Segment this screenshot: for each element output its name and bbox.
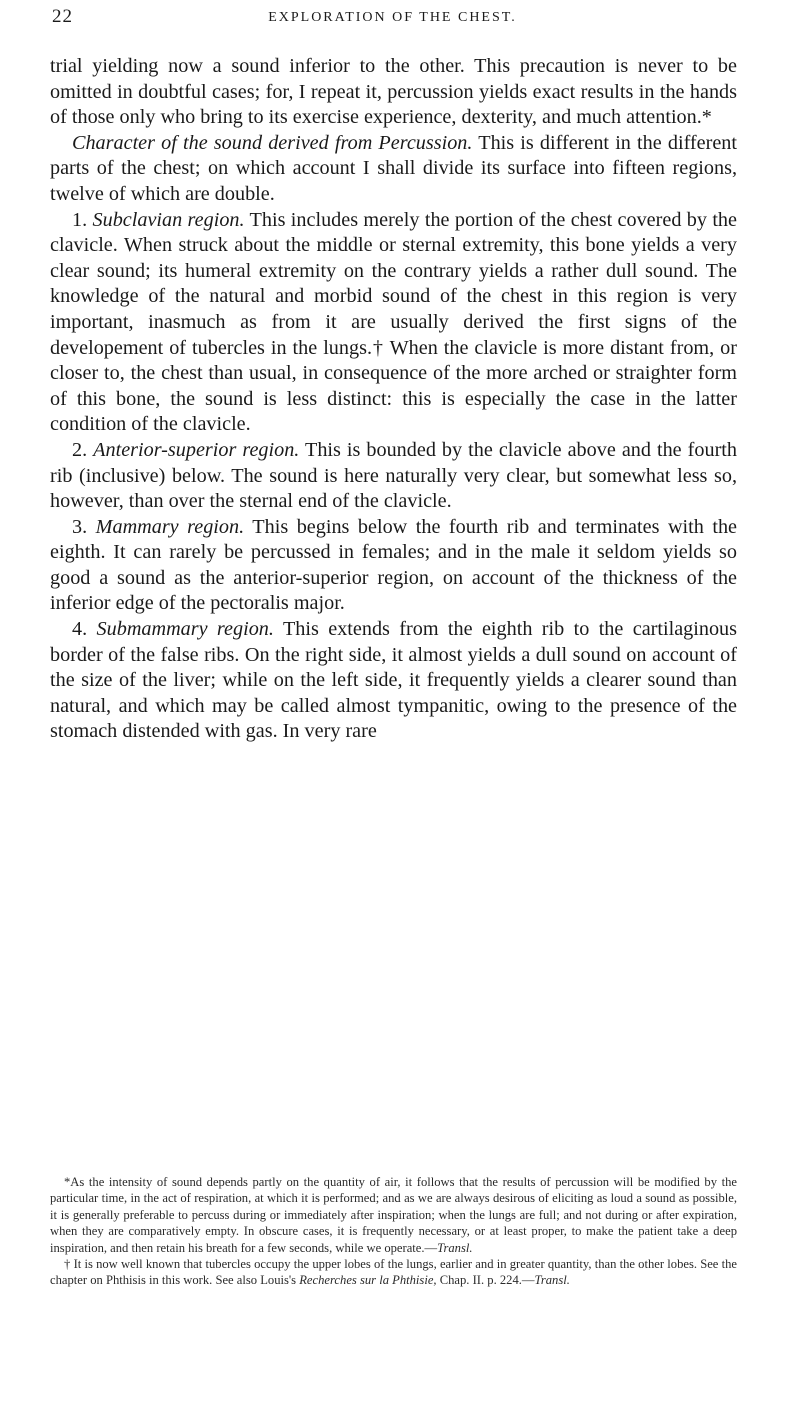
region-title: Anterior-superior region.	[93, 438, 300, 461]
section-title: Character of the sound derived from Percussion.	[72, 131, 473, 154]
item-number: 3.	[72, 515, 96, 538]
region-title: Subclavian region.	[92, 208, 245, 231]
paragraph-text: This begins below the fourth rib and terminates with the eighth. It can rarely be percussed in females; and in the male it seldom yields so good a sound as the anterior-superior region, on account of the thickness of the inferior edge of the pectoralis major.	[50, 515, 738, 615]
region-title: Mammary region.	[95, 515, 245, 538]
paragraph-continuation	[50, 54, 737, 131]
footnotes	[50, 1174, 737, 1289]
paragraph-text: This is bounded by the clavicle above and the fourth rib (inclusive) below. The sound is here naturally very clear, but somewhat less so, however, than over the sternal end of the clavicle.	[50, 438, 737, 513]
paragraph-anterior-superior-region	[50, 438, 737, 515]
paragraph-text: This includes merely the portion of the chest covered by the clavicle. When struck about the middle or sternal extremity, this bone yields a very clear sound; its humeral extremity on the contrary yields a rather dull sound. The knowledge of the natural and morbid sound of the chest in this region is very important, inasmuch as from it are usually derived the first signs of the developement of tubercles in the lungs.† When the clavicle is more distant from, or closer to, the chest than usual, in consequence of the more arched or straighter form of this bone, the sound is less distinct: this is especially the case in the latter condition of the clavicle.	[50, 208, 737, 436]
running-head: EXPLORATION OF THE CHEST.	[268, 10, 517, 25]
body-text	[50, 54, 737, 745]
page-number: 22	[52, 6, 73, 27]
paragraph-text: trial yielding now a sound inferior to the other. This precaution is never to be omitted in doubtful cases; for, I repeat it, percussion yields exact results in the hands of those only who bring to its exercise experience, dexterity, and much attention.*	[50, 55, 737, 129]
footnote-translator-mark: Transl.	[534, 1273, 570, 1288]
footnote-citation: Recherches sur la Phthisie,	[299, 1273, 437, 1288]
paragraph-submammary-region	[50, 617, 737, 745]
footnote-text: † It is now well known that tubercles occupy the upper lobes of the lungs, earlier and in greater quantity, than the other lobes. See the chapter on Phthisis in this work. See also Louis's	[50, 1257, 737, 1288]
item-number: 2.	[72, 438, 94, 461]
page-header	[50, 6, 735, 36]
paragraph-subclavian-region	[50, 208, 737, 438]
region-title: Submammary region.	[96, 618, 274, 641]
item-number: 1.	[72, 208, 93, 231]
paragraph-mammary-region	[50, 515, 737, 617]
footnote-1	[50, 1174, 737, 1256]
footnote-text: Chap. II. p. 224.—	[436, 1273, 535, 1288]
footnote-translator-mark: Transl.	[437, 1240, 473, 1255]
footnote-2	[50, 1256, 737, 1289]
footnote-text: *As the intensity of sound depends partly on the quantity of air, it follows that the results of percussion will be modified by the particular time, in the act of respiration, at which it is performed; and as we are always desirous of eliciting as loud a sound as possible, it is generally preferable to percuss during or immediately after inspiration; when the lungs are full; and not during or after expiration, when they are comparatively empty. In obscure cases, it is frequently necessary, or at least proper, to make the patient take a deep inspiration, and then retain his breath for a few seconds, while we operate.—	[50, 1175, 737, 1255]
paragraph-text: This is different in the different parts of the chest; on which account I shall divide its surface into fifteen regions, twelve of which are double.	[50, 131, 737, 205]
paragraph-text: This extends from the eighth rib to the cartilaginous border of the false ribs. On the right side, it almost yields a dull sound on account of the size of the liver; while on the left side, it frequently yields a clearer sound than natural, and which may be called almost tympanitic, owing to the presence of the stomach distended with gas. In very rare	[50, 618, 738, 743]
item-number: 4.	[72, 618, 97, 641]
paragraph-character-of-sound	[50, 131, 737, 208]
